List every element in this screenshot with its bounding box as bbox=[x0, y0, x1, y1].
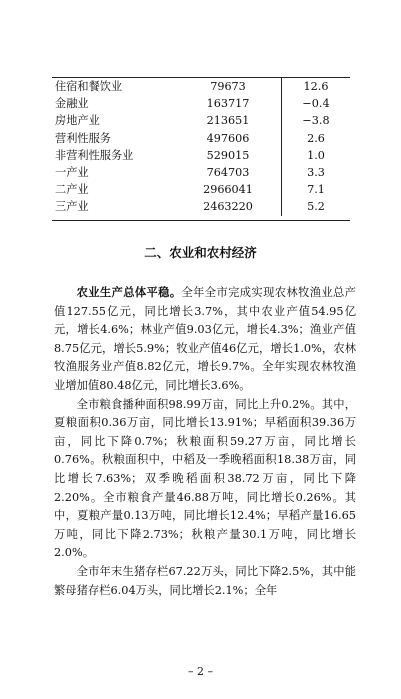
output-value-cell: 529015 bbox=[175, 147, 282, 164]
output-value-cell: 163717 bbox=[175, 95, 282, 112]
table-row bbox=[52, 164, 350, 181]
growth-rate-cell: −3.8 bbox=[302, 114, 330, 128]
industry-name-cell: 二产业 bbox=[55, 183, 89, 197]
output-value-cell: 497606 bbox=[175, 130, 282, 147]
growth-rate-cell: −0.4 bbox=[302, 97, 330, 111]
output-value-cell: 2463220 bbox=[175, 198, 282, 215]
paragraph-text: 全市年末生猪存栏67.22万头，同比下降2.5%，其中能繁母猪存栏6.04万头，同比增长2.1%；全年 bbox=[54, 564, 356, 597]
industry-output-table bbox=[52, 78, 350, 216]
industry-name-cell: 住宿和餐饮业 bbox=[55, 80, 123, 94]
paragraph-agriculture-output bbox=[54, 284, 356, 396]
industry-name-cell: 非营利性服务业 bbox=[55, 148, 134, 162]
growth-rate-cell: 1.0 bbox=[307, 148, 325, 162]
output-value-cell: 79673 bbox=[175, 78, 282, 95]
paragraph-text: 全市粮食播种面积98.99万亩，同比上升0.2%。其中，夏粮面积0.36万亩，同比增长13.91%；早稻面积39.36万亩，同比下降0.7%；秋粮面积59.27万亩，同比增长0.76%。秋粮面积中，中稻及一季晚稻面积18.38万亩，同比增长7.63%；双季晚稻面积38.72万亩，同比下降2.20%。全市粮食产量46.88万吨，同比增长0.26%。其中，夏粮产量0.13万吨，同比增长12.4%；早稻产量16.65万吨，同比下降2.73%；秋粮产量30.1万吨，同比增长2.0%。 bbox=[54, 397, 356, 560]
industry-name-cell: 金融业 bbox=[55, 97, 89, 111]
paragraph-livestock bbox=[54, 563, 356, 600]
table-row bbox=[52, 147, 350, 164]
table-bottom-rule bbox=[52, 220, 350, 221]
paragraph-lead: 农业生产总体平稳。 bbox=[76, 286, 182, 299]
page-number: – 2 – bbox=[188, 665, 213, 678]
table-row bbox=[52, 198, 350, 215]
paragraph-grain bbox=[54, 396, 356, 563]
industry-name-cell: 三产业 bbox=[55, 200, 89, 214]
industry-name-cell: 营利性服务 bbox=[55, 131, 111, 145]
growth-rate-cell: 7.1 bbox=[307, 183, 325, 197]
output-value-cell: 213651 bbox=[175, 112, 282, 129]
growth-rate-cell: 12.6 bbox=[303, 80, 329, 94]
table-row bbox=[52, 78, 350, 95]
industry-name-cell: 一产业 bbox=[55, 166, 89, 180]
output-value-cell: 2966041 bbox=[175, 181, 282, 198]
section-heading: 二、农业和农村经济 bbox=[144, 245, 257, 260]
table-row bbox=[52, 181, 350, 198]
industry-name-cell: 房地产业 bbox=[55, 114, 100, 128]
growth-rate-cell: 3.3 bbox=[307, 166, 325, 180]
growth-rate-cell: 2.6 bbox=[307, 131, 325, 145]
output-value-cell: 764703 bbox=[175, 164, 282, 181]
growth-rate-cell: 5.2 bbox=[307, 200, 325, 214]
paragraph-text: 全年全市完成实现农林牧渔业总产值127.55亿元，同比增长3.7%，其中农业产值54.95亿元，增长4.6%；林业产值9.03亿元，增长4.3%；渔业产值8.75亿元，增长5.9%；牧业产值46亿元，增长1.0%，农林牧渔服务业产值8.82亿元，增长9.7%。全年实现农林牧渔业增加值80.48亿元，同比增长3.6%。 bbox=[54, 286, 356, 392]
table-row bbox=[52, 95, 350, 112]
table-row bbox=[52, 130, 350, 147]
body-text bbox=[54, 284, 356, 600]
table-row bbox=[52, 112, 350, 129]
